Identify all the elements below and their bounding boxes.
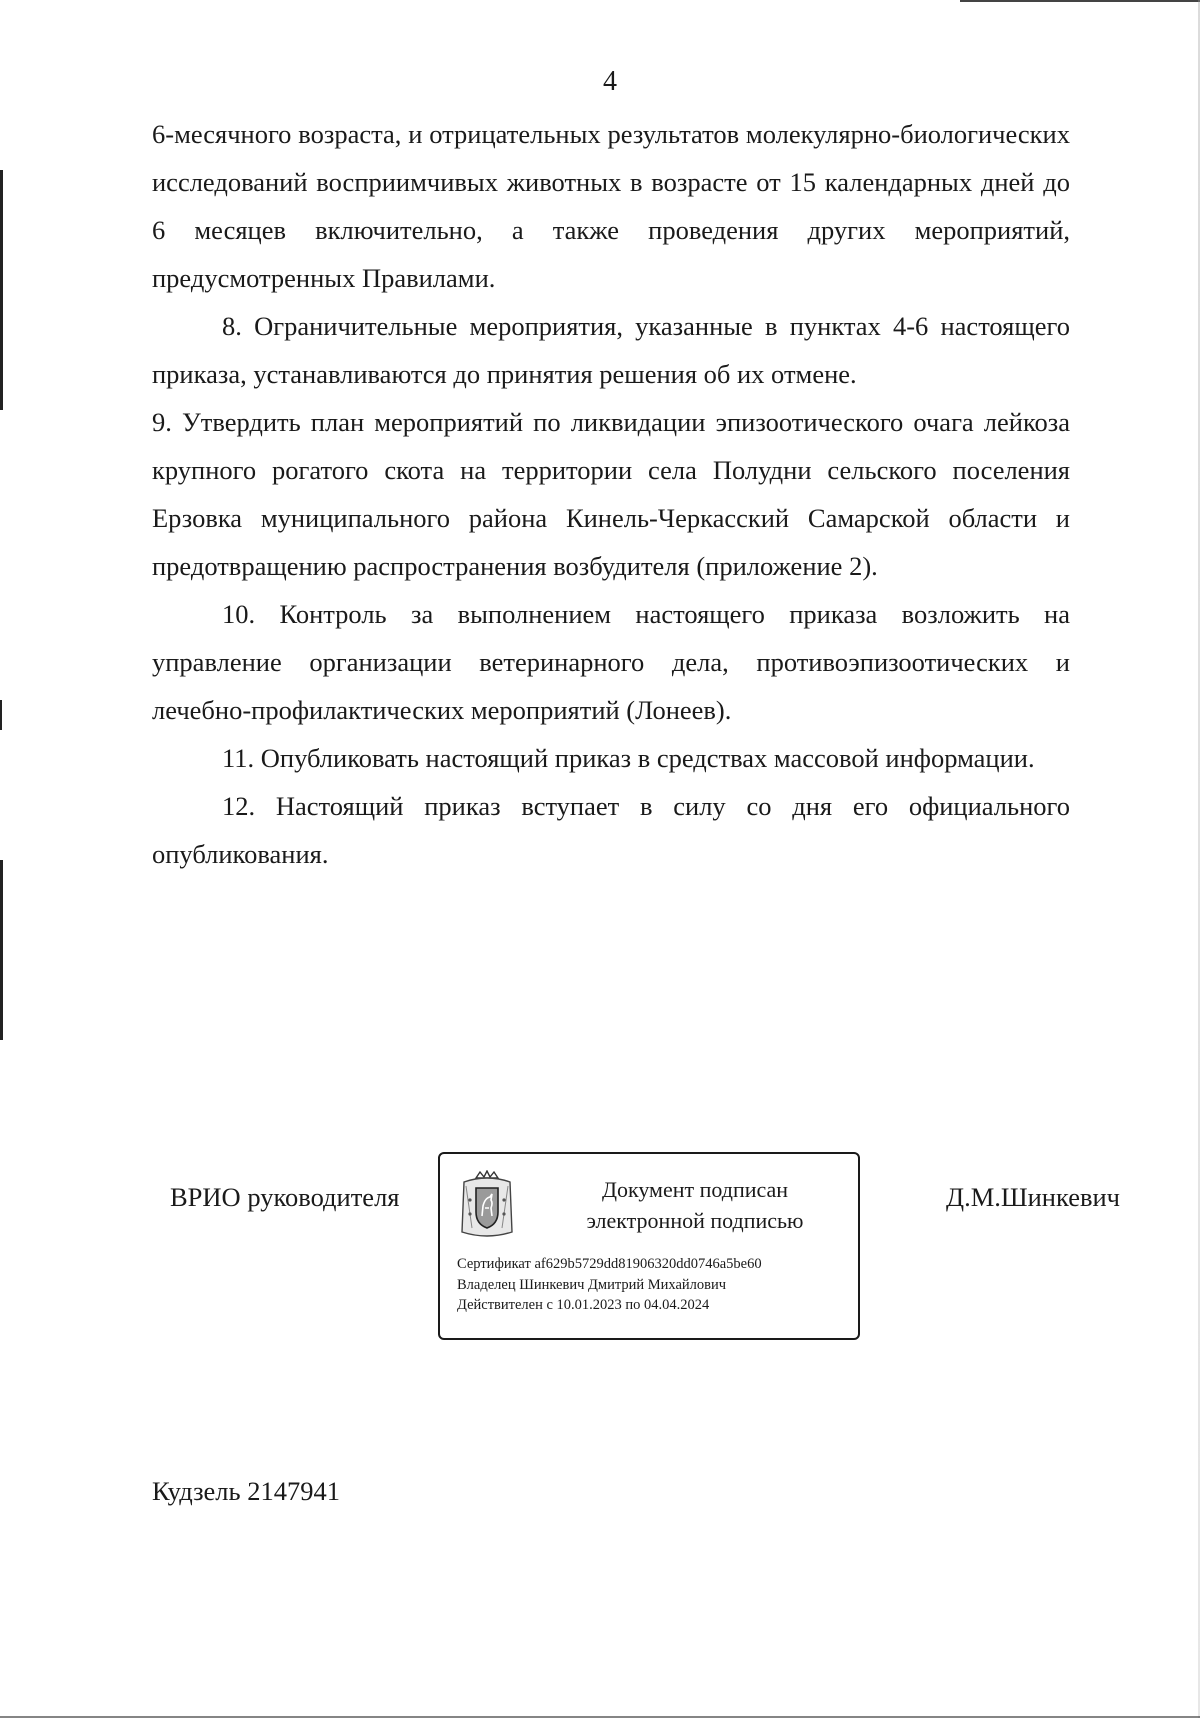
paragraph-item-8: 8. Ограничительные мероприятия, указанные в пунктах 4-6 настоящего приказа, устанавливаются до принятия решения об их отмене. [152, 311, 1070, 389]
certificate-owner: Владелец Шинкевич Дмитрий Михайлович [457, 1276, 727, 1293]
signatory-name: Д.М.Шинкевич [946, 1182, 1120, 1212]
paragraph-continuation: 6-месячного возраста, и отрицательных результатов молекулярно-биологических исследований восприимчивых животных в возрасте от 15 календарных дней до 6 месяцев включительно, а также проведения других мероприятий, предусмотренных Правилами. [152, 119, 1070, 293]
paragraph-item-9: 9. Утвердить план мероприятий по ликвидации эпизоотического очага лейкоза крупного рогатого скота на территории села Полудни сельского поселения Ерзовка муниципального района Кинель-Черкасский Самарской области и предотвращению распространения возбудителя (приложение 2). [152, 407, 1070, 581]
signatory-role: ВРИО руководителя [170, 1182, 400, 1212]
electronic-signature-stamp [438, 1152, 860, 1340]
scan-edge-left [0, 860, 3, 1040]
stamp-heading-line: Документ подписан [601, 1177, 789, 1202]
scan-edge-top [960, 0, 1200, 2]
stamp-details [457, 1254, 762, 1316]
paragraph-item-10: 10. Контроль за выполнением настоящего приказа возложить на управление организации ветеринарного дела, противоэпизоотических и лечебно-профилактических мероприятий (Лонеев). [152, 599, 1070, 725]
page-number: 4 [603, 66, 617, 97]
executor-contact: Кудзель 2147941 [152, 1476, 340, 1506]
document-body [152, 110, 1070, 878]
stamp-heading-line: электронной подписью [586, 1208, 804, 1233]
coat-of-arms-icon [458, 1170, 516, 1240]
scan-edge-left [0, 170, 3, 410]
certificate-validity: Действителен с 10.01.2023 по 04.04.2024 [457, 1297, 710, 1313]
certificate-number: Сертификат af629b5729dd81906320dd0746a5be60 [457, 1256, 762, 1272]
scan-edge-left [0, 700, 2, 730]
paragraph-item-11: 11. Опубликовать настоящий приказ в средствах массовой информации. [222, 743, 1035, 773]
paragraph-item-12: 12. Настоящий приказ вступает в силу со дня его официального опубликования. [152, 791, 1070, 869]
stamp-heading [560, 1174, 830, 1236]
